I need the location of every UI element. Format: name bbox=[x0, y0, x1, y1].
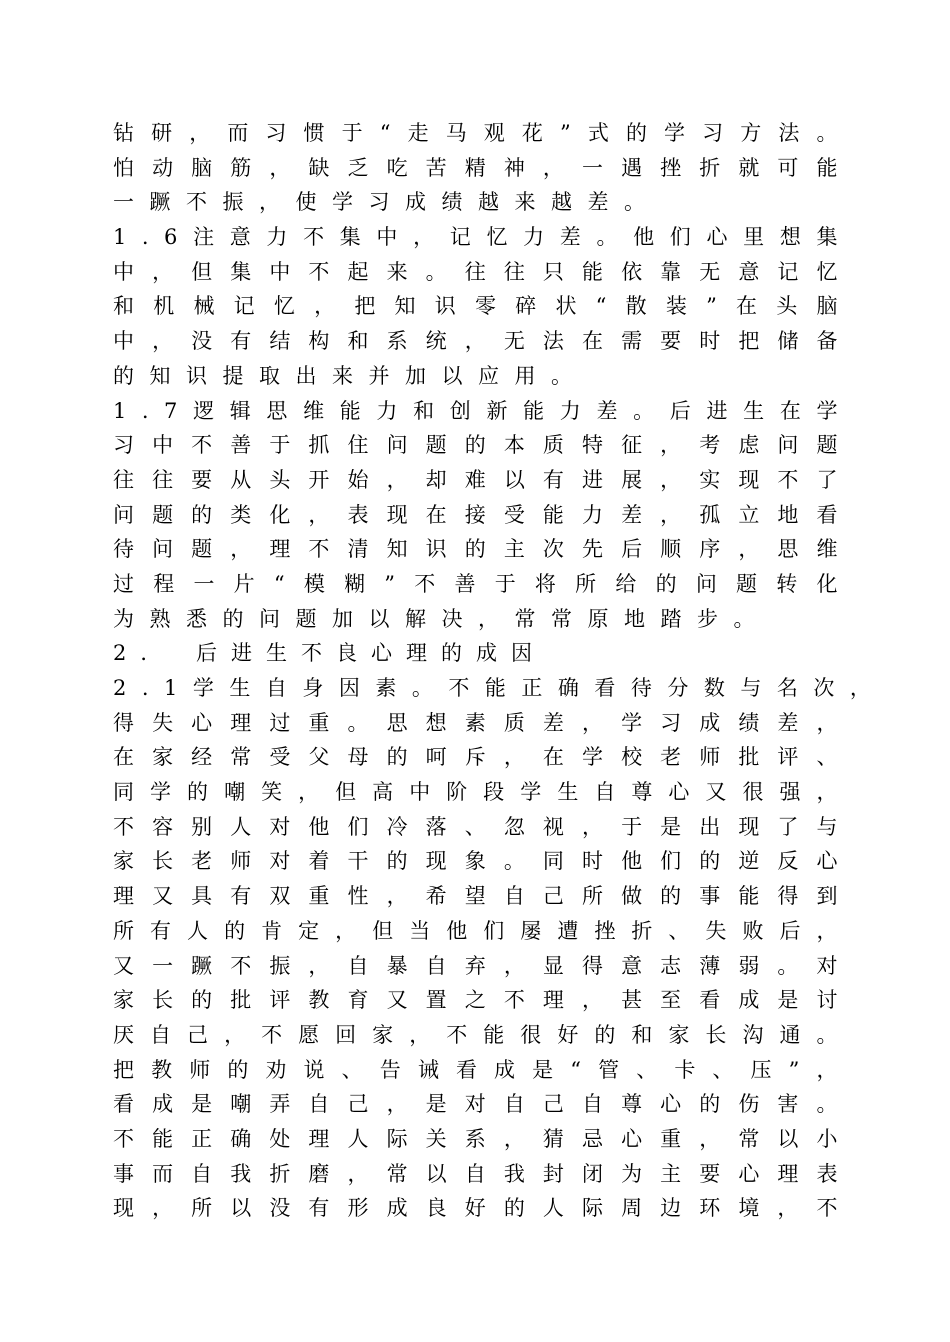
text-line: 同学的嘲笑，但高中阶段学生自尊心又很强， bbox=[113, 780, 853, 805]
text-line: 的知识提取出来并加以应用。 bbox=[113, 363, 588, 388]
text-line: 和机械记忆，把知识零碎状“散装”在头脑 bbox=[113, 294, 853, 319]
text-line: 钻研，而习惯于“走马观花”式的学习方法。 bbox=[113, 121, 853, 145]
text-line: 1.6注意力不集中，记忆力差。他们心里想集 bbox=[113, 225, 853, 250]
text-line: 看成是嘲弄自己，是对自己自尊心的伤害。 bbox=[113, 1092, 853, 1117]
text-line: 中，没有结构和系统，无法在需要时把储备 bbox=[113, 329, 853, 354]
section-heading: 2． 后进生不良心理的成因 bbox=[113, 641, 547, 666]
text-line: 往往要从头开始，却难以有进展，实现不了 bbox=[113, 467, 853, 492]
body-text bbox=[113, 116, 887, 1226]
text-line: 家长的批评教育又置之不理，甚至看成是讨 bbox=[113, 988, 853, 1013]
text-line: 1.7逻辑思维能力和创新能力差。后进生在学 bbox=[113, 398, 853, 423]
text-line: 现，所以没有形成良好的人际周边环境，不 bbox=[113, 1196, 853, 1221]
text-line: 又一蹶不振，自暴自弃，显得意志薄弱。对 bbox=[113, 953, 853, 978]
text-line: 事而自我折磨，常以自我封闭为主要心理表 bbox=[113, 1161, 853, 1186]
text-line: 在家经常受父母的呵斥，在学校老师批评、 bbox=[113, 745, 853, 770]
text-line: 厌自己，不愿回家，不能很好的和家长沟通。 bbox=[113, 1022, 853, 1047]
text-line: 过程一片“模糊”不善于将所给的问题转化 bbox=[113, 571, 853, 596]
text-line: 理又具有双重性，希望自己所做的事能得到 bbox=[113, 884, 853, 909]
text-line: 待问题，理不清知识的主次先后顺序，思维 bbox=[113, 537, 853, 562]
text-line: 怕动脑筋，缺乏吃苦精神，一遇挫折就可能 bbox=[113, 155, 853, 180]
text-line: 为熟悉的问题加以解决，常常原地踏步。 bbox=[113, 606, 770, 631]
text-line: 一蹶不振，使学习成绩越来越差。 bbox=[113, 190, 661, 215]
text-line: 不能正确处理人际关系，猜忌心重，常以小 bbox=[113, 1126, 853, 1151]
text-line: 习中不善于抓住问题的本质特征，考虑问题 bbox=[113, 433, 853, 458]
text-line: 中，但集中不起来。往往只能依靠无意记忆 bbox=[113, 259, 853, 284]
text-line: 2.1学生自身因素。不能正确看待分数与名次， bbox=[113, 676, 887, 700]
text-line: 不容别人对他们冷落、忽视，于是出现了与 bbox=[113, 814, 853, 839]
text-line: 家长老师对着干的现象。同时他们的逆反心 bbox=[113, 849, 853, 874]
text-line: 问题的类化，表现在接受能力差，孤立地看 bbox=[113, 502, 853, 527]
text-line: 得失心理过重。思想素质差，学习成绩差， bbox=[113, 710, 853, 735]
text-line: 所有人的肯定，但当他们屡遭挫折、失败后， bbox=[113, 918, 853, 943]
text-line: 把教师的劝说、告诫看成是“管、卡、压”， bbox=[113, 1057, 853, 1082]
